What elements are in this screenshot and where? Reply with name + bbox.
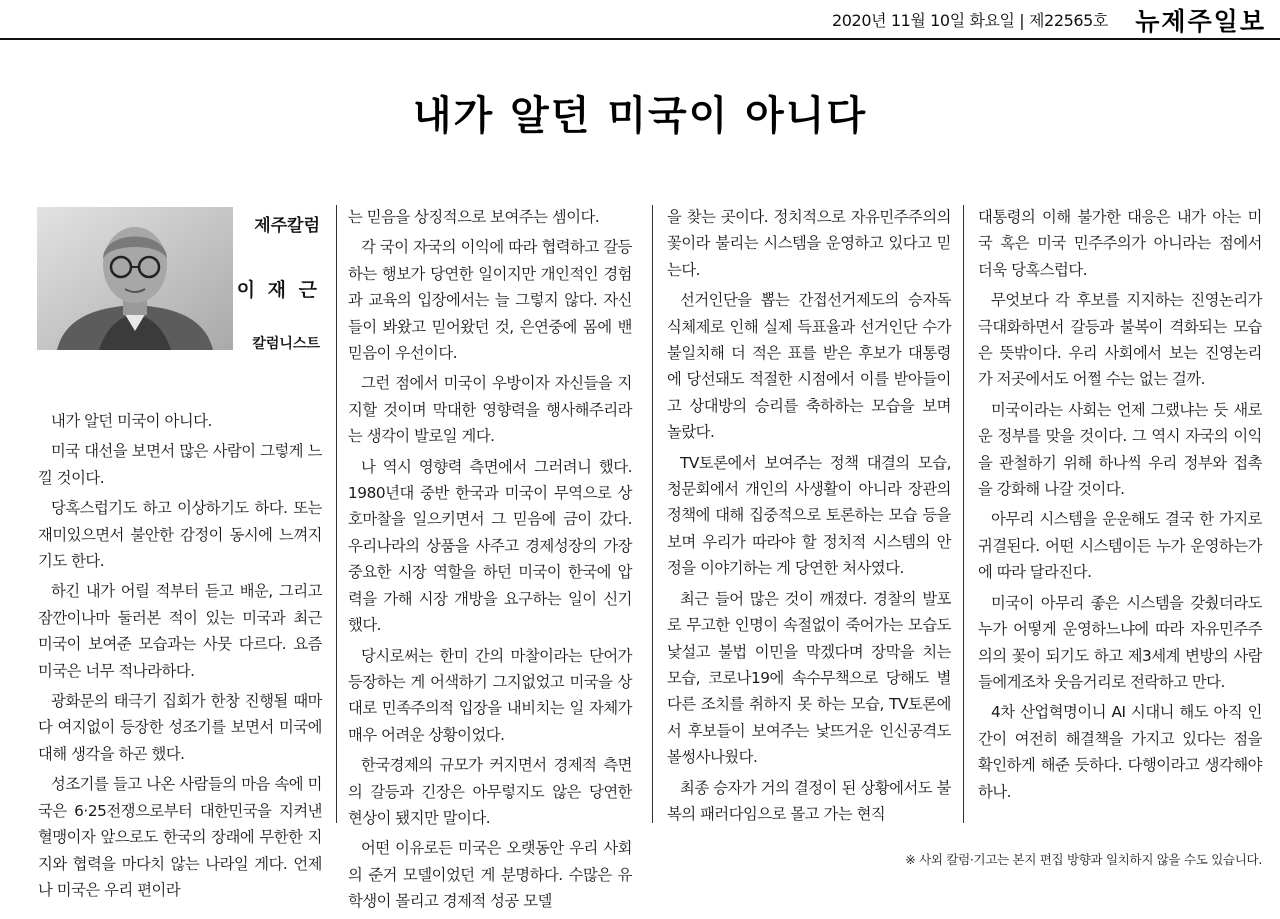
article-paragraph: 나 역시 영향력 측면에서 그러려니 했다. 1980년대 중반 한국과 미국이 무역으로 상호마찰을 일으키면서 그 믿음에 금이 갔다. 우리나라의 상품을 사주고 경제성장의 가장 중요한 시장 역할을 하던 미국이 한국에 압력을 가해 시장 개방을 요구하는 일이 신기했다. (348, 457, 632, 635)
column-section-label: 제주칼럼 (254, 216, 320, 236)
article-paragraph: 선거인단을 뽑는 간접선거제도의 승자독식체제로 인해 실제 득표율과 선거인단 수가 불일치해 더 적은 표를 받은 후보가 대통령에 당선돼도 적절한 시점에서 이를 받아들이고 상대방의 승리를 축하하는 모습을 보며 놀랐다. (667, 291, 951, 442)
article-headline: 내가 알던 미국이 아니다 (412, 92, 868, 139)
dateline: 2020년 11월 10일 화요일 | 제22565호 (831, 11, 1108, 30)
article-paragraph: 내가 알던 미국이 아니다. (51, 412, 212, 430)
article-paragraph: 광화문의 태극기 집회가 한창 진행될 때마다 여지없이 등장한 성조기를 보면서 미국에 대해 생각을 하곤 했다. (38, 692, 322, 763)
article-paragraph: 미국이 아무리 좋은 시스템을 갖췄더라도 누가 어떻게 운영하느냐에 따라 자유민주주의의 꽃이 되기도 하고 제3세계 변방의 사람들에게조차 웃음거리로 전락하고 만다. (978, 593, 1262, 691)
article-paragraph: 을 찾는 곳이다. 정치적으로 자유민주주의의 꽃이라 불리는 시스템을 운영하고 있다고 믿는다. (667, 208, 951, 279)
header-rule (0, 38, 1280, 40)
columnist-photo (37, 207, 233, 350)
masthead-logo: 뉴제주일보 (1135, 7, 1266, 36)
article-paragraph: 최근 들어 많은 것이 깨졌다. 경찰의 발포로 무고한 인명이 속절없이 죽어가는 모습도 낯설고 불법 이민을 막겠다며 장막을 치는 모습, 코로나19에 속수무책으로 당해도 별다른 조치를 취하지 못 하는 모습, TV토론에서 후보들이 보여주는 낯뜨거운 인신공격도 볼썽사나웠다. (667, 589, 951, 767)
column-rule (336, 205, 337, 823)
article-paragraph: 는 믿음을 상징적으로 보여주는 셈이다. (348, 208, 600, 226)
article-paragraph: 대통령의 이해 불가한 대응은 내가 아는 미국 혹은 미국 민주주의가 아니라는 점에서 더욱 당혹스럽다. (978, 208, 1262, 279)
article-paragraph: 최종 승자가 거의 결정이 된 상황에서도 불복의 패러다임으로 몰고 가는 현직 (667, 778, 951, 823)
article-paragraph: TV토론에서 보여주는 정책 대결의 모습, 청문회에서 개인의 사생활이 아니라 장관의 정책에 대해 집중적으로 토론하는 모습 등을 보며 우리가 따라야 할 정치적 시스템의 안정을 이야기하는 게 당연한 처사였다. (667, 453, 951, 578)
article-column-3 (667, 204, 951, 831)
newspaper-header (0, 0, 1280, 40)
article-paragraph: 성조기를 들고 나온 사람들의 마음 속에 미국은 6·25전쟁으로부터 대한민국을 지켜낸 혈맹이자 앞으로도 한국의 장래에 무한한 지지와 협력을 마다치 않는 나라일 게다. 언제나 미국은 우리 편이라 (38, 775, 322, 899)
author-role: 칼럼니스트 (252, 336, 320, 352)
column-rule (963, 205, 964, 823)
article-paragraph: 하긴 내가 어릴 적부터 듣고 배운, 그리고 잠깐이나마 둘러본 적이 있는 미국과 최근 미국이 보여준 모습과는 사뭇 다르다. 요즘 미국은 너무 적나라하다. (38, 582, 322, 680)
article-paragraph: 한국경제의 규모가 커지면서 경제적 측면의 갈등과 긴장은 아무렇지도 않은 당연한 현상이 됐지만 말이다. (348, 756, 632, 827)
article-paragraph: 미국 대선을 보면서 많은 사람이 그렇게 느낄 것이다. (38, 442, 322, 487)
article-paragraph: 각 국이 자국의 이익에 따라 협력하고 갈등하는 행보가 당연한 일이지만 개인적인 경험과 교육의 입장에서는 늘 그렇지 않다. 자신들이 봐왔고 믿어왔던 것, 은연중에 몸에 밴 믿음이 우선이다. (348, 238, 632, 363)
disclaimer-footnote: ※ 사외 칼럼·기고는 본지 편집 방향과 일치하지 않을 수도 있습니다. (905, 852, 1262, 867)
author-name: 이 재 근 (236, 279, 320, 301)
article-paragraph: 그런 점에서 미국이 우방이자 자신들을 지지할 것이며 막대한 영향력을 행사해주리라는 생각이 발로일 게다. (348, 374, 632, 446)
article-paragraph: 어떤 이유로든 미국은 오랫동안 우리 사회의 준거 모델이었던 게 분명하다. 수많은 유학생이 몰리고 경제적 성공 모델 (348, 839, 632, 911)
article-paragraph: 당시로써는 한미 간의 마찰이라는 단어가 등장하는 게 어색하기 그지없었고 미국을 상대로 민족주의적 입장을 내비치는 일 자체가 매우 어려운 상황이었다. (348, 646, 632, 744)
article-column-2 (348, 204, 632, 919)
article-column-4 (978, 204, 1262, 809)
article-paragraph: 4차 산업혁명이니 AI 시대니 해도 아직 인간이 여전히 해결책을 가지고 있다는 점을 확인하게 해준 듯하다. 다행이라고 생각해야 하나. (978, 703, 1262, 801)
article-paragraph: 미국이라는 사회는 언제 그랬냐는 듯 새로운 정부를 맞을 것이다. 그 역시 자국의 이익을 관철하기 위해 하나씩 우리 정부와 접촉을 강화해 나갈 것이다. (978, 400, 1262, 499)
column-rule (652, 205, 653, 823)
article-paragraph: 아무리 시스템을 운운해도 결국 한 가지로 귀결된다. 어떤 시스템이든 누가 운영하는가에 따라 달라진다. (978, 510, 1262, 582)
article-paragraph: 무엇보다 각 후보를 지지하는 진영논리가 극대화하면서 갈등과 불복이 격화되는 모습은 뜻밖이다. 우리 사회에서 보는 진영논리가 저곳에서도 어쩔 수는 없는 걸까. (978, 291, 1262, 389)
article-paragraph: 당혹스럽기도 하고 이상하기도 하다. 또는 재미있으면서 불안한 감정이 동시에 느껴지기도 한다. (38, 499, 322, 571)
article-column-1 (38, 408, 322, 907)
